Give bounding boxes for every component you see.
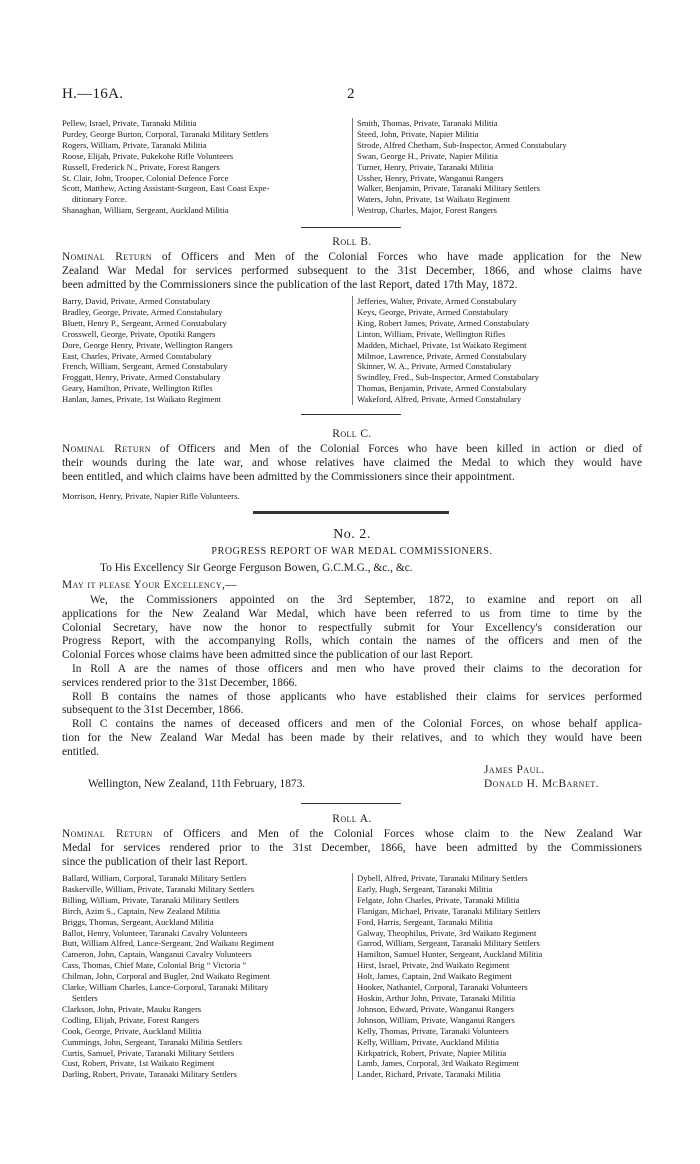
list-item: Crosswell, George, Private, Opotiki Rangers	[62, 328, 216, 339]
list-item: Curtis, Samuel, Private, Taranaki Military Settlers	[62, 1047, 235, 1058]
list-item-continuation: ditionary Force.	[72, 194, 127, 205]
list-item: Garrod, William, Sergeant, Taranaki Military Settlers	[357, 938, 540, 949]
report-body-line: Progress Report, with the accompanying Rolls, which contain the names of the officers and men of the	[62, 635, 642, 648]
report-address: To His Excellency Sir George Ferguson Bowen, G.C.M.G., &c., &c.	[100, 562, 413, 574]
list-item: Wakeford, Alfred, Private, Armed Constabulary	[357, 394, 522, 405]
list-item: Hamilton, Samuel Hunter, Sergeant, Auckland Militia	[357, 949, 543, 960]
list-item: Ballot, Henry, Volunteer, Taranaki Cavalry Volunteers	[62, 927, 248, 938]
list-item: Lamb, James, Corporal, 3rd Waikato Regiment	[357, 1058, 519, 1069]
list-item: Rogers, William, Private, Taranaki Militia	[62, 139, 207, 150]
list-item: Bluett, Henry P., Sergeant, Armed Constabulary	[62, 317, 227, 328]
roll-c-intro-lead: Nominal Return	[62, 443, 151, 455]
report-body-line: entitled.	[62, 745, 100, 758]
roll-a-left-column	[62, 873, 344, 1080]
list-item: Galway, Theophilus, Private, 3rd Waikato Regiment	[357, 927, 537, 938]
list-item: French, William, Sergeant, Armed Constabulary	[62, 361, 228, 372]
roll-b-intro-lead: Nominal Return	[62, 251, 152, 263]
roll-a-intro-line: since the publication of their last Report.	[62, 855, 248, 868]
list-item: Kelly, William, Private, Auckland Militia	[357, 1036, 499, 1047]
list-item: Madden, Michael, Private, 1st Waikato Regiment	[357, 339, 527, 350]
list-item: Linton, William, Private, Wellington Rifles	[357, 328, 506, 339]
list-item: East, Charles, Private, Armed Constabulary	[62, 350, 212, 361]
list-item: King, Robert James, Private, Armed Constabulary	[357, 317, 530, 328]
list-item: Chilman, John, Corporal and Bugler, 2nd Waikato Regiment	[62, 971, 270, 982]
list-item: Skinner, W. A., Private, Armed Constabulary	[357, 361, 512, 372]
list-item: Swindley, Fred., Sub-Inspector, Armed Constabulary	[357, 372, 539, 383]
roll-a-intro-lead: Nominal Return	[62, 828, 153, 840]
list-item: Froggatt, Henry, Private, Armed Constabulary	[62, 372, 221, 383]
list-item: Thomas, Benjamin, Private, Armed Constabulary	[357, 383, 527, 394]
list-item: Billing, William, Private, Taranaki Military Settlers	[62, 894, 239, 905]
roll-b-intro	[62, 251, 642, 292]
document-reference: H.—16A.	[62, 86, 124, 102]
section-number: No. 2.	[333, 527, 371, 542]
list-item: Early, Hugh, Sergeant, Taranaki Militia	[357, 883, 493, 894]
continued-roll-right-column	[352, 118, 647, 216]
list-item: Darling, Robert, Private, Taranaki Military Settlers	[62, 1069, 237, 1080]
list-item: Johnson, William, Private, Wanganui Rangers	[357, 1014, 515, 1025]
list-item: Briggs, Thomas, Sergeant, Auckland Militia	[62, 916, 214, 927]
list-item: Swan, George H., Private, Napier Militia	[357, 150, 498, 161]
report-body-line: tion for the New Zealand War Medal has been made by their relatives, and to which they would have been	[62, 731, 642, 744]
roll-b-right-column	[352, 296, 647, 405]
list-item: Westrup, Charles, Major, Forest Rangers	[357, 205, 498, 216]
report-separator	[253, 511, 449, 514]
report-body-line: services rendered prior to the 31st December, 1866.	[62, 676, 298, 689]
list-item: Strode, Alfred Chetham, Sub-Inspector, Armed Constabulary	[357, 139, 567, 150]
list-item: Baskerville, William, Private, Taranaki Military Settlers	[62, 883, 255, 894]
roll-c-intro-line: been entitled, and which claims have been admitted by the Commissioners since their appointment.	[62, 470, 515, 483]
signatory-2: Donald H. McBarnet.	[484, 778, 600, 790]
list-item: Turner, Henry, Private, Taranaki Militia	[357, 161, 494, 172]
list-item: Johnson, Edward, Private, Wanganui Rangers	[357, 1003, 514, 1014]
list-item: Hooker, Nathaniel, Corporal, Taranaki Volunteers	[357, 982, 528, 993]
list-item: Cummings, John, Sergeant, Taranaki Militia Settlers	[62, 1036, 243, 1047]
list-item: Shanaghan, William, Sergeant, Auckland Militia	[62, 205, 229, 216]
continued-roll-left-column	[62, 118, 344, 216]
list-item-continuation: Settlers	[72, 992, 98, 1003]
list-item: Kirkpatrick, Robert, Private, Napier Militia	[357, 1047, 507, 1058]
list-item: Milmoe, Lawrence, Private, Armed Constabulary	[357, 350, 527, 361]
list-item: Cook, George, Private, Auckland Militia	[62, 1025, 202, 1036]
list-item: Dore, George Henry, Private, Wellington Rangers	[62, 339, 233, 350]
report-body-line: Colonial Secretary, have now the honor to respectfully submit for Your Excellency's consideration our	[62, 621, 642, 634]
list-item: Scott, Matthew, Acting Assistant-Surgeon, East Coast Expe-	[62, 183, 270, 194]
list-item: Roose, Elijah, Private, Pukekohe Rifle Volunteers	[62, 150, 234, 161]
list-item: Butt, William Alfred, Lance-Sergeant, 2nd Waikato Regiment	[62, 938, 275, 949]
list-item: Cameron, John, Captain, Wanganui Cavalry Volunteers	[62, 949, 252, 960]
list-item: Barry, David, Private, Armed Constabulary	[62, 296, 211, 306]
list-item: Flanigan, Michael, Private, Taranaki Military Settlers	[357, 905, 541, 916]
list-item: Keys, George, Private, Armed Constabulary	[357, 306, 509, 317]
list-item: Purdey, George Burton, Corporal, Taranaki Military Settlers	[62, 128, 269, 139]
report-title: PROGRESS REPORT OF WAR MEDAL COMMISSIONERS.	[211, 546, 493, 557]
roll-a-right-column	[352, 873, 647, 1080]
list-item: Hanlan, James, Private, 1st Waikato Regiment	[62, 394, 222, 405]
roll-b-intro-line: been admitted by the Commissioners since the publication of the last Report, dated 17th May, 1872.	[62, 278, 518, 291]
roll-a-intro-line: Medal for services rendered prior to the 31st December, 1866, have been admitted by the Commissioners	[62, 841, 642, 854]
list-item: Codling, Elijah, Private, Forest Rangers	[62, 1014, 200, 1025]
list-item: Hirst, Israel, Private, 2nd Waikato Regiment	[357, 960, 510, 971]
list-item: Ussher, Henry, Private, Wanganui Rangers	[357, 172, 504, 183]
section-divider	[301, 803, 401, 804]
list-item: Walker, Benjamin, Private, Taranaki Military Settlers	[357, 183, 540, 194]
list-item: Cass, Thomas, Chief Mate, Colonial Brig “ Victoria ”	[62, 960, 247, 971]
report-body-line: subsequent to the 31st December, 1866.	[62, 704, 244, 717]
report-body-line: Roll C contains the names of deceased officers and men of the Colonial Forces, on whose behalf applica-	[72, 718, 642, 731]
list-item: Kelly, Thomas, Private, Taranaki Volunteers	[357, 1025, 509, 1036]
roll-c-intro-line: of Officers and Men of the Colonial Forces who have been killed in action or died of	[159, 443, 642, 455]
list-item: Geary, Hamilton, Private, Wellington Rifles	[62, 383, 213, 394]
list-item: St. Clair, John, Trooper, Colonial Defence Force	[62, 172, 229, 183]
roll-b-left-column	[62, 296, 344, 405]
list-item: Waters, John, Private, 1st Waikato Regiment	[357, 194, 511, 205]
roll-c-intro-line: their wounds during the late war, and whose relatives have claimed the Medal to which they would have	[62, 456, 642, 469]
roll-a-intro	[62, 828, 642, 869]
list-item: Hoskin, Arthur John, Private, Taranaki Militia	[357, 992, 516, 1003]
salutation: May it please Your Excellency,—	[62, 579, 238, 591]
list-item: Steed, John, Private, Napier Militia	[357, 128, 479, 139]
list-item: Bradley, George, Private, Armed Constabulary	[62, 306, 223, 317]
list-item: Ballard, William, Corporal, Taranaki Military Settlers	[62, 873, 247, 883]
roll-c-heading: Roll C.	[332, 428, 372, 440]
list-item: Russell, Frederick N., Private, Forest Rangers	[62, 161, 220, 172]
section-divider	[301, 414, 401, 415]
list-item: Ford, Harris, Sergeant, Taranaki Militia	[357, 916, 493, 927]
page-header	[62, 86, 642, 106]
place-and-date: Wellington, New Zealand, 11th February, 1873.	[88, 778, 306, 790]
report-body	[62, 594, 642, 760]
page-number: 2	[347, 86, 355, 102]
list-item: Clarkson, John, Private, Mauku Rangers	[62, 1003, 202, 1014]
roll-b-intro-line: of Officers and Men of the Colonial Forces who have made application for the New	[161, 251, 642, 263]
list-item: Cust, Robert, Private, 1st Waikato Regiment	[62, 1058, 215, 1069]
list-item: Dybell, Alfred, Private, Taranaki Military Settlers	[357, 873, 528, 883]
list-item: Birch, Azim S., Captain, New Zealand Militia	[62, 905, 220, 916]
report-body-line: Roll B contains the names of those applicants who have established their claims for services performed	[72, 690, 642, 703]
roll-b-heading: Roll B.	[332, 236, 372, 248]
list-item: Pellew, Israel, Private, Taranaki Militia	[62, 118, 197, 128]
section-divider	[301, 227, 401, 228]
report-body-line: Colonial Forces whose claims have been admitted since the publication of our last Report.	[62, 649, 474, 662]
report-body-line: applications for the New Zealand War Medal, which have been referred to us from time to time by the	[62, 607, 642, 620]
report-body-line: We, the Commissioners appointed on the 3rd September, 1872, to examine and report on all	[90, 594, 642, 606]
list-item: Holt, James, Captain, 2nd Waikato Regiment	[357, 971, 512, 982]
list-item: Lander, Richard, Private, Taranaki Militia	[357, 1069, 501, 1080]
list-item: Jefferies, Walter, Private, Armed Constabulary	[357, 296, 517, 306]
roll-c-intro	[62, 443, 642, 484]
roll-a-intro-line: of Officers and Men of the Colonial Forces whose claim to the New Zealand War	[163, 828, 642, 840]
roll-c-entry: Morrison, Henry, Private, Napier Rifle Volunteers.	[62, 491, 240, 501]
report-body-line: In Roll A are the names of those officers and men who have proved their claims to the decoration for	[72, 662, 642, 675]
list-item: Felgate, John Charles, Private, Taranaki Militia	[357, 894, 520, 905]
list-item: Clarke, William Charles, Lance-Corporal, Taranaki Military	[62, 982, 269, 993]
roll-a-heading: Roll A.	[332, 813, 372, 825]
list-item: Smith, Thomas, Private, Taranaki Militia	[357, 118, 498, 128]
signatory-1: James Paul.	[484, 764, 545, 776]
roll-b-intro-line: Zealand War Medal for services performed subsequent to the 31st December, 1866, and whose claims have	[62, 264, 642, 277]
